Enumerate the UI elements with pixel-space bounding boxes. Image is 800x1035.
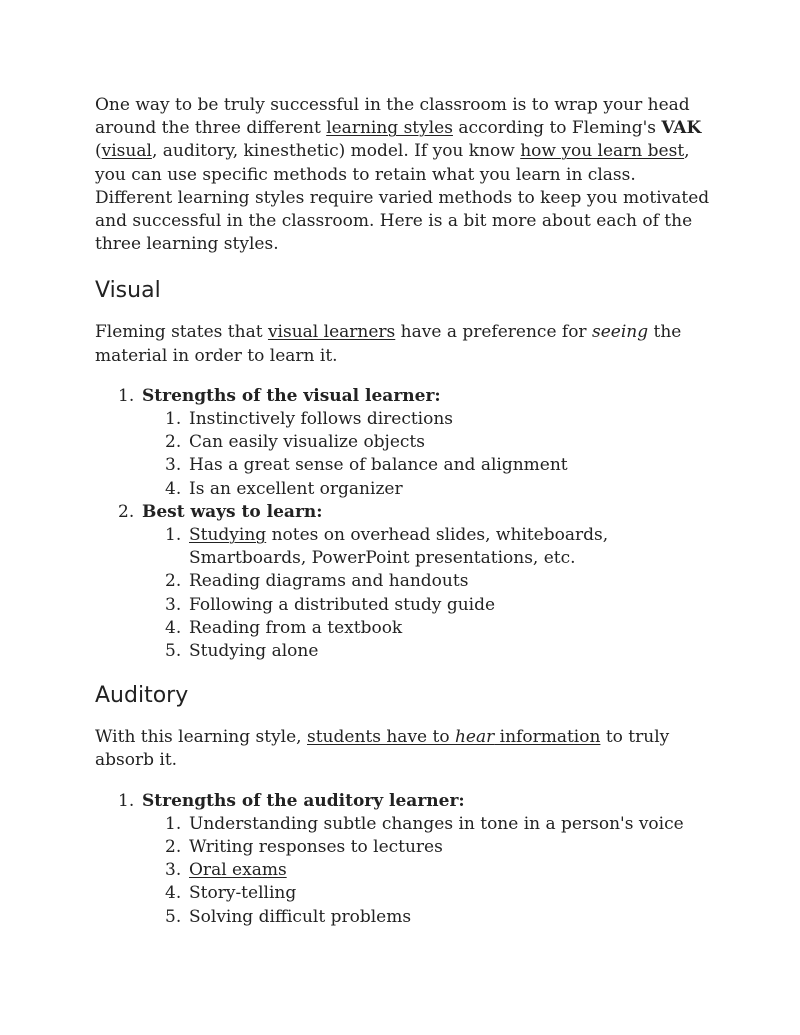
list-number: 3. [165, 860, 182, 881]
auditory-heading: Auditory [95, 683, 189, 709]
list-item-text: Reading from a textbook [189, 617, 403, 638]
studying-link[interactable]: Studying [189, 525, 267, 546]
list-item-text: Following a distributed study guide [189, 594, 496, 615]
list-item [95, 790, 715, 929]
list-item [95, 882, 715, 905]
link-text: information [494, 727, 601, 748]
learning-styles-link[interactable]: learning styles [326, 118, 453, 139]
list-number: 1. [165, 813, 182, 834]
list-item-text: Understanding subtle changes in tone in a person's voice [189, 813, 684, 834]
list-number: 3. [165, 594, 182, 615]
list-item [95, 501, 715, 663]
auditory-text: to truly absorb it. [95, 727, 670, 771]
list-number: 2. [118, 501, 135, 522]
auditory-strengths-title: Strengths of the auditory learner: [142, 790, 465, 811]
list-item [95, 813, 715, 836]
auditory-paragraph [95, 726, 715, 772]
list-number: 2. [165, 432, 182, 453]
auditory-strengths-list [95, 813, 715, 929]
list-number: 5. [165, 906, 182, 927]
list-number: 2. [165, 837, 182, 858]
list-number: 3. [165, 455, 182, 476]
list-number: 4. [165, 883, 182, 904]
list-item-text: Reading diagrams and handouts [189, 571, 469, 592]
list-item [95, 617, 715, 640]
list-item [95, 836, 715, 859]
list-item [95, 478, 715, 501]
visual-text: Fleming states that [95, 322, 268, 343]
intro-text: , auditory, kinesthetic) model. If you know [151, 141, 521, 162]
list-number: 4. [165, 478, 182, 499]
list-number: 4. [165, 617, 182, 638]
visual-text: the material in order to learn it. [95, 322, 682, 366]
list-number: 5. [165, 641, 182, 662]
best-ways-title: Best ways to learn: [142, 501, 323, 522]
list-number: 1. [118, 385, 135, 406]
list-item [95, 454, 715, 477]
list-item [95, 408, 715, 431]
intro-text: ( [95, 141, 102, 162]
list-item-text: Story-telling [189, 883, 297, 904]
list-item [95, 385, 715, 501]
list-item [95, 906, 715, 929]
list-item-text: Instinctively follows directions [189, 409, 454, 430]
visual-paragraph [95, 321, 715, 367]
list-number: 1. [165, 409, 182, 430]
visual-learners-link[interactable]: visual learners [267, 322, 396, 343]
list-item [95, 570, 715, 593]
hear-emphasis: hear [454, 727, 495, 748]
students-have-to-hear-information-link[interactable] [307, 727, 600, 747]
list-item-text: Can easily visualize objects [189, 432, 425, 453]
link-text: students have to [307, 727, 455, 748]
list-item-text: Is an excellent organizer [189, 478, 403, 499]
intro-paragraph [95, 94, 715, 256]
visual-list [95, 385, 715, 663]
list-item [95, 594, 715, 617]
visual-text: have a preference for [395, 322, 592, 343]
vak-bold: VAK [661, 118, 702, 139]
best-ways-list [95, 524, 715, 663]
list-number: 1. [118, 790, 135, 811]
list-item-text: Studying alone [189, 641, 319, 662]
visual-strengths-list [95, 408, 715, 501]
intro-text: according to Fleming's [452, 118, 662, 139]
visual-link[interactable]: visual [101, 141, 152, 162]
article-content [95, 94, 715, 929]
list-item-text: Has a great sense of balance and alignment [189, 455, 568, 476]
list-item [95, 524, 715, 570]
list-item [95, 640, 715, 663]
visual-strengths-title: Strengths of the visual learner: [142, 385, 441, 406]
list-item [95, 859, 715, 882]
how-you-learn-best-link[interactable]: how you learn best [520, 141, 685, 162]
auditory-list [95, 790, 715, 929]
list-number: 1. [165, 525, 182, 546]
visual-heading: Visual [95, 278, 161, 304]
seeing-emphasis: seeing [591, 322, 649, 343]
list-item-text: notes on overhead slides, whiteboards, Smartboards, PowerPoint presentations, etc. [189, 525, 609, 569]
intro-text: One way to be truly successful in the classroom is to wrap your head around the three different [95, 95, 690, 139]
oral-exams-link[interactable]: Oral exams [189, 860, 287, 881]
list-item-text: Solving difficult problems [189, 906, 412, 927]
list-item-text: Writing responses to lectures [189, 837, 443, 858]
auditory-text: With this learning style, [95, 727, 307, 748]
list-number: 2. [165, 571, 182, 592]
intro-text: , you can use specific methods to retain what you learn in class. Different learning styles require varied methods to keep you motivated and successful in the classroom. Here is a bit more about each of the three learning styles. [95, 141, 710, 255]
list-item [95, 431, 715, 454]
